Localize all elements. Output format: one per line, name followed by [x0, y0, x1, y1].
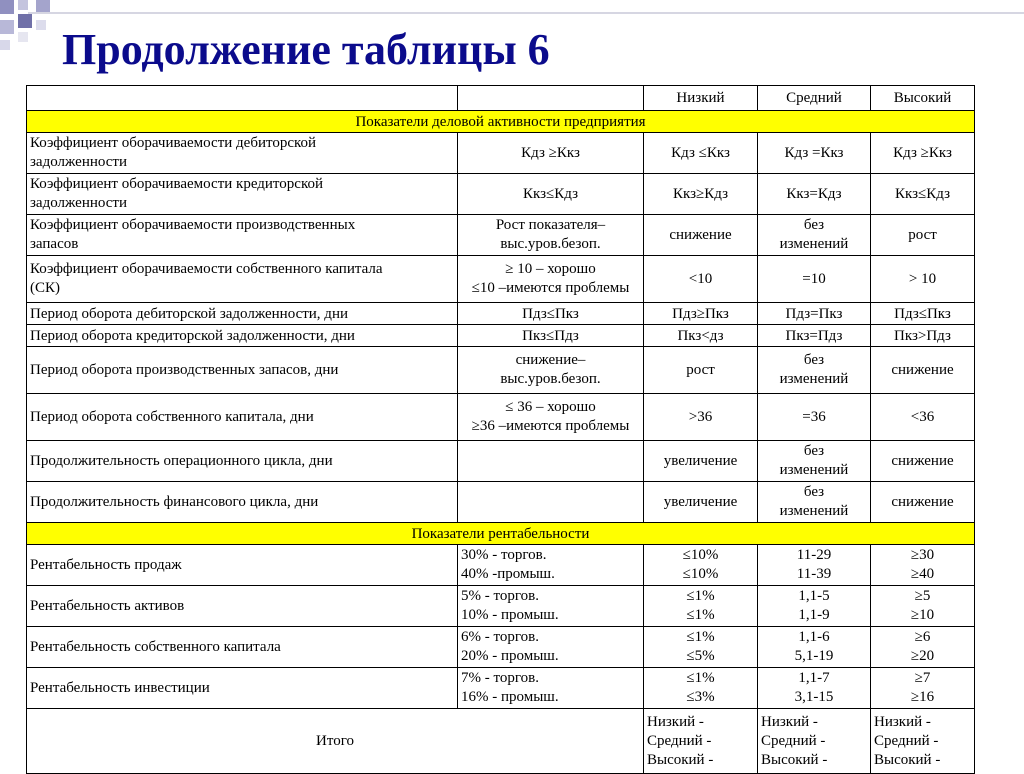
- mid-line: изменений: [779, 236, 849, 252]
- table-row: [27, 133, 975, 174]
- high-cell: [871, 133, 975, 174]
- low-line: ≤5%: [686, 648, 715, 664]
- norm-cell: [458, 133, 644, 174]
- header-cell: [27, 86, 458, 111]
- high-line: Пкз>Пдз: [894, 327, 951, 344]
- norm-line: 7% - торгов.: [461, 670, 539, 686]
- table-row: [27, 482, 975, 523]
- low-line: Высокий -: [647, 751, 714, 768]
- high-cell: [871, 174, 975, 215]
- norm-line: выс.уров.безоп.: [500, 371, 601, 387]
- norm-cell: [458, 545, 644, 586]
- low-line: ≤1%: [686, 588, 715, 604]
- section-title: Показатели рентабельности: [27, 523, 975, 545]
- low-cell: [644, 394, 758, 441]
- section-band: [27, 523, 975, 545]
- mid-cell: [758, 174, 871, 215]
- high-cell: [871, 256, 975, 303]
- high-line: рост: [908, 226, 937, 243]
- mid-line: без: [803, 484, 825, 500]
- norm-line: выс.уров.безоп.: [500, 236, 601, 252]
- high-line: ≥30: [910, 547, 935, 563]
- table-row: [27, 441, 975, 482]
- low-cell: [644, 256, 758, 303]
- name-line: Продолжительность финансового цикла, дни: [30, 493, 319, 510]
- norm-line: ≤ 36 – хорошо: [505, 399, 596, 415]
- norm-cell: [458, 215, 644, 256]
- norm-line: Пдз≤Пкз: [522, 305, 579, 322]
- norm-line: Рост показателя–: [495, 217, 606, 233]
- mid-line: =10: [802, 270, 826, 287]
- mid-cell: [758, 133, 871, 174]
- norm-line: 6% - торгов.: [461, 629, 539, 645]
- mid-line: Пкз=Пдз: [785, 327, 843, 344]
- low-line: ≤1%: [686, 607, 715, 623]
- name-line: Период оборота дебиторской задолженности, дни: [30, 305, 348, 322]
- low-line: ≤10%: [682, 547, 719, 563]
- low-cell: [644, 325, 758, 347]
- low-cell: [644, 347, 758, 394]
- norm-cell: [458, 482, 644, 523]
- norm-cell: [458, 668, 644, 709]
- norm-cell: [458, 441, 644, 482]
- table-row: [27, 347, 975, 394]
- high-line: снижение: [891, 452, 954, 469]
- page-title: Продолжение таблицы 6: [62, 25, 550, 74]
- indicator-name: [27, 441, 458, 482]
- table-row: [27, 586, 975, 627]
- table-row: [27, 325, 975, 347]
- header-cell: [458, 86, 644, 111]
- norm-cell: [458, 586, 644, 627]
- norm-cell: [458, 627, 644, 668]
- low-line: Кдз ≤Ккз: [671, 144, 730, 161]
- high-line: Средний -: [874, 732, 939, 749]
- low-line: >36: [688, 408, 713, 425]
- indicator-name: [27, 215, 458, 256]
- name-line: Коэффициент оборачиваемости дебиторской: [30, 135, 317, 151]
- section-band: [27, 111, 975, 133]
- norm-line: 10% - промыш.: [461, 607, 559, 623]
- mid-line: 1,1-5: [798, 588, 830, 604]
- table-row: [27, 174, 975, 215]
- high-line: ≥40: [910, 566, 935, 582]
- high-line: > 10: [908, 270, 937, 287]
- norm-cell: [458, 174, 644, 215]
- mid-line: без: [803, 352, 825, 368]
- name-line: (СК): [30, 280, 60, 296]
- mid-cell: [758, 215, 871, 256]
- high-cell: [871, 627, 975, 668]
- table-row: [27, 215, 975, 256]
- mid-line: 1,1-9: [798, 607, 830, 623]
- mid-line: 11-39: [796, 566, 832, 582]
- norm-cell: [458, 256, 644, 303]
- mid-line: 1,1-6: [798, 629, 830, 645]
- mid-line: Пдз=Пкз: [785, 305, 843, 322]
- low-line: Средний -: [647, 732, 712, 749]
- table-row: [27, 394, 975, 441]
- low-line: ≤10%: [682, 566, 719, 582]
- high-cell: [871, 325, 975, 347]
- name-line: задолженности: [30, 154, 127, 170]
- indicator-name: [27, 347, 458, 394]
- high-cell: [871, 394, 975, 441]
- name-line: Период оборота производственных запасов, дни: [30, 361, 339, 378]
- indicator-name: Рентабельность собственного капитала: [27, 627, 458, 668]
- high-cell: [871, 303, 975, 325]
- norm-line: 5% - торгов.: [461, 588, 539, 604]
- mid-cell: [758, 627, 871, 668]
- norm-line: Пкз≤Пдз: [522, 327, 579, 344]
- low-line: увеличение: [663, 452, 738, 469]
- indicator-name: Рентабельность инвестиции: [27, 668, 458, 709]
- mid-line: изменений: [779, 462, 849, 478]
- mid-line: Ккз=Кдз: [786, 185, 842, 202]
- high-line: ≥6: [914, 629, 931, 645]
- high-line: Низкий -: [874, 713, 931, 730]
- low-cell: [644, 482, 758, 523]
- low-line: ≤3%: [686, 689, 715, 705]
- norm-cell: [458, 347, 644, 394]
- table-row: [27, 256, 975, 303]
- mid-cell: [758, 256, 871, 303]
- norm-line: ≥ 10 – хорошо: [505, 261, 596, 277]
- name-line: Период оборота собственного капитала, дни: [30, 408, 314, 425]
- norm-line: 20% - промыш.: [461, 648, 559, 664]
- low-line: Ккз≥Кдз: [673, 185, 728, 202]
- low-line: Низкий -: [647, 713, 704, 730]
- mid-cell: [758, 325, 871, 347]
- norm-cell: [458, 325, 644, 347]
- norm-line: 30% - торгов.: [461, 547, 547, 563]
- high-line: Кдз ≥Ккз: [893, 144, 952, 161]
- mid-line: =36: [802, 408, 826, 425]
- indicator-name: [27, 394, 458, 441]
- low-cell: [644, 709, 758, 774]
- mid-line: 5,1-19: [794, 648, 834, 664]
- high-line: ≥10: [910, 607, 935, 623]
- high-line: ≥16: [910, 689, 935, 705]
- high-line: Высокий -: [874, 751, 941, 768]
- mid-cell: [758, 709, 871, 774]
- low-line: увеличение: [663, 493, 738, 510]
- low-line: ≤1%: [686, 670, 715, 686]
- mid-cell: [758, 394, 871, 441]
- high-line: <36: [910, 408, 935, 425]
- norm-line: снижение–: [515, 352, 586, 368]
- high-cell: [871, 347, 975, 394]
- low-cell: [644, 545, 758, 586]
- high-cell: [871, 709, 975, 774]
- high-line: снижение: [891, 361, 954, 378]
- high-cell: [871, 545, 975, 586]
- high-line: Пдз≤Пкз: [894, 305, 951, 322]
- total-row: [27, 709, 975, 774]
- mid-cell: [758, 482, 871, 523]
- total-label-text: Итого: [316, 733, 354, 749]
- low-cell: [644, 668, 758, 709]
- norm-line: ≥36 –имеются проблемы: [471, 418, 630, 434]
- mid-line: Низкий -: [761, 713, 818, 730]
- low-cell: [644, 133, 758, 174]
- mid-line: Кдз =Ккз: [784, 144, 844, 161]
- low-cell: [644, 586, 758, 627]
- mid-line: изменений: [779, 371, 849, 387]
- indicator-name: [27, 325, 458, 347]
- name-line: Коэффициент оборачиваемости собственного капитала: [30, 261, 383, 277]
- table-row: [27, 668, 975, 709]
- high-cell: [871, 215, 975, 256]
- norm-cell: [458, 303, 644, 325]
- mid-cell: [758, 347, 871, 394]
- mid-cell: [758, 668, 871, 709]
- norm-line: 40% -промыш.: [461, 566, 555, 582]
- table-row: [27, 545, 975, 586]
- mid-cell: [758, 545, 871, 586]
- indicator-name: [27, 133, 458, 174]
- norm-line: Кдз ≥Ккз: [521, 144, 580, 161]
- mid-cell: [758, 586, 871, 627]
- name-line: запасов: [30, 236, 79, 252]
- name-line: Коэффициент оборачиваемости кредиторской: [30, 176, 324, 192]
- corner-squares-icon: [0, 0, 60, 60]
- name-line: задолженности: [30, 195, 127, 211]
- high-line: снижение: [891, 493, 954, 510]
- mid-line: 3,1-15: [794, 689, 834, 705]
- header-low: Низкий: [644, 86, 758, 111]
- table-row: [27, 303, 975, 325]
- low-cell: [644, 441, 758, 482]
- high-line: ≥20: [910, 648, 935, 664]
- low-cell: [644, 174, 758, 215]
- header-high: Высокий: [871, 86, 975, 111]
- norm-cell: [458, 394, 644, 441]
- norm-line: 16% - промыш.: [461, 689, 559, 705]
- indicator-table: [26, 85, 975, 774]
- low-cell: [644, 215, 758, 256]
- mid-line: Высокий -: [761, 751, 828, 768]
- table-header-row: [27, 86, 975, 111]
- total-label: [27, 709, 644, 774]
- norm-line: Ккз≤Кдз: [523, 185, 578, 202]
- low-cell: [644, 627, 758, 668]
- indicator-name: [27, 174, 458, 215]
- low-line: снижение: [669, 226, 732, 243]
- mid-line: без: [803, 443, 825, 459]
- low-line: Пдз≥Пкз: [672, 305, 729, 322]
- high-line: ≥5: [914, 588, 931, 604]
- low-line: Пкз<дз: [677, 327, 724, 344]
- mid-cell: [758, 303, 871, 325]
- title-rule: [28, 12, 1024, 14]
- name-line: Коэффициент оборачиваемости производственных: [30, 217, 356, 233]
- indicator-name: [27, 482, 458, 523]
- norm-line: ≤10 –имеются проблемы: [471, 280, 630, 296]
- name-line: Период оборота кредиторской задолженности, дни: [30, 327, 355, 344]
- low-cell: [644, 303, 758, 325]
- high-cell: [871, 441, 975, 482]
- high-line: Ккз≤Кдз: [895, 185, 950, 202]
- high-cell: [871, 482, 975, 523]
- mid-line: изменений: [779, 503, 849, 519]
- table-row: [27, 627, 975, 668]
- mid-cell: [758, 441, 871, 482]
- mid-line: без: [803, 217, 825, 233]
- indicator-name: [27, 256, 458, 303]
- name-line: Продолжительность операционного цикла, дни: [30, 452, 333, 469]
- section-title: Показатели деловой активности предприятия: [27, 111, 975, 133]
- mid-line: Средний -: [761, 732, 826, 749]
- high-line: ≥7: [914, 670, 931, 686]
- header-mid: Средний: [758, 86, 871, 111]
- indicator-name: [27, 303, 458, 325]
- mid-line: 1,1-7: [798, 670, 830, 686]
- mid-line: 11-29: [796, 547, 832, 563]
- low-line: <10: [688, 270, 713, 287]
- low-line: рост: [686, 361, 715, 378]
- high-cell: [871, 668, 975, 709]
- indicator-name: Рентабельность продаж: [27, 545, 458, 586]
- low-line: ≤1%: [686, 629, 715, 645]
- indicator-name: Рентабельность активов: [27, 586, 458, 627]
- high-cell: [871, 586, 975, 627]
